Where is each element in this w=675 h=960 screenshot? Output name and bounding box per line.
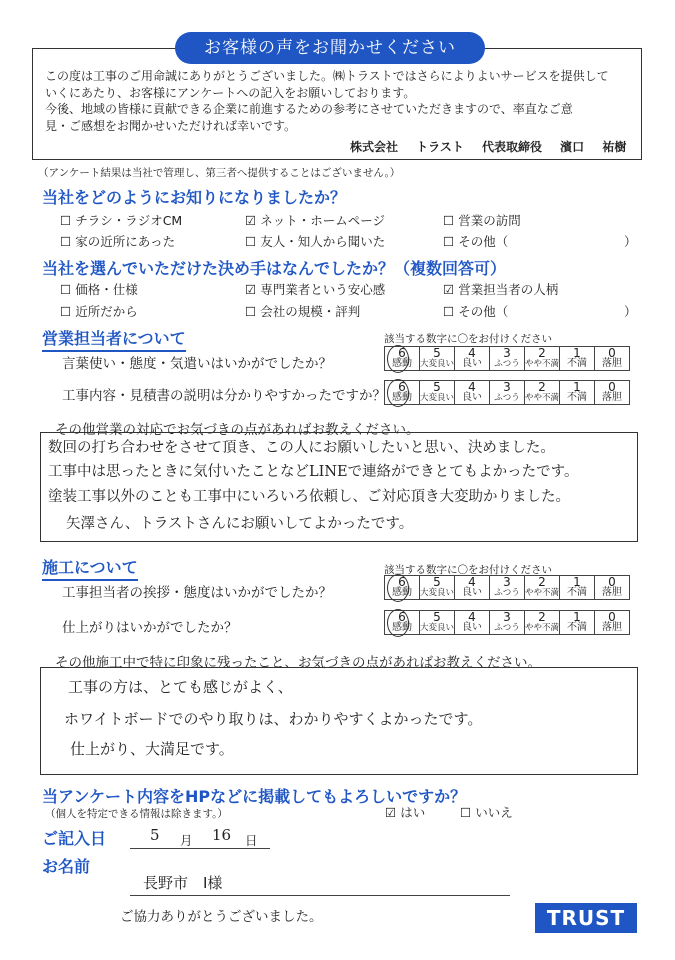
q1-option-flyer[interactable] <box>60 211 182 229</box>
day-unit: 日 <box>245 833 258 848</box>
rating-cell-4[interactable] <box>455 381 490 405</box>
rating-label: 感動 <box>392 622 412 633</box>
intro-line: 今後、地域の皆様に貢献できる企業に前進するための参考にさせていただきますので、率直なご意 <box>45 102 573 116</box>
rating-number: 5 <box>433 575 441 589</box>
rating-label: ふつう <box>494 588 520 598</box>
rating-number: 3 <box>503 380 511 394</box>
rating-label: 良い <box>462 587 482 598</box>
intro-line: 見・ご感想をお聞かせいただければ幸いです。 <box>45 118 297 133</box>
construction-comment-line: 仕上がり、大満足です。 <box>70 740 234 758</box>
trust-logo: TRUST <box>535 903 637 933</box>
q1-option-friend[interactable] <box>245 232 385 250</box>
selected-circle <box>387 574 409 602</box>
q2-option-nearby[interactable] <box>60 302 138 320</box>
checkbox-icon[interactable]: ☑ <box>443 282 455 297</box>
sales-title: 営業担当者について <box>42 326 186 352</box>
rating-cell-1[interactable] <box>560 611 595 635</box>
q1-option-visit[interactable] <box>443 211 521 229</box>
rating-cell-0[interactable] <box>595 611 630 635</box>
rating-number: 3 <box>503 346 511 360</box>
rating-label: 良い <box>462 392 482 403</box>
checkbox-icon[interactable]: ☑ <box>245 282 257 297</box>
rating-number: 5 <box>433 380 441 394</box>
rating-cell-4[interactable] <box>455 611 490 635</box>
rating-cell-2[interactable] <box>525 347 560 371</box>
sales-question-2: 工事内容・見積書の説明は分かりやすかったですか？ <box>62 388 386 404</box>
checkbox-icon[interactable]: ☐ <box>60 282 72 297</box>
rating-label: ふつう <box>494 623 520 633</box>
sales-comment-line: 数回の打ち合わせをさせて頂き、この人にお願いしたいと思い、決めました。 <box>48 440 555 456</box>
rating-label: 不満 <box>567 358 587 369</box>
q2-option-price[interactable] <box>60 280 138 298</box>
rating-label: 不満 <box>567 622 587 633</box>
option-label: 近所だから <box>75 304 138 319</box>
name-underline <box>130 895 510 896</box>
checkbox-icon[interactable]: ☐ <box>60 234 72 249</box>
date-label: ご記入日 <box>42 829 107 848</box>
rating-label: 良い <box>462 622 482 633</box>
q2-option-personality[interactable] <box>443 280 558 298</box>
rating-number: 2 <box>538 380 546 394</box>
q2-option-specialist[interactable] <box>245 280 385 298</box>
rating-cell-3[interactable] <box>490 611 525 635</box>
q1-option-nearby[interactable] <box>60 232 175 250</box>
option-label: いいえ <box>475 805 513 820</box>
rating-cell-5[interactable] <box>420 381 455 405</box>
q1-option-web[interactable] <box>245 211 385 229</box>
signature: 株式会社 トラスト 代表取締役 濱口 祐樹 <box>350 140 627 154</box>
selected-circle <box>387 379 409 407</box>
rating-number: 4 <box>468 575 476 589</box>
rating-cell-6[interactable] <box>385 347 420 371</box>
rating-label: 落胆 <box>602 622 622 633</box>
construction-question-1: 工事担当者の挨拶・態度はいかがでしたか？ <box>62 585 332 601</box>
rating-label: ふつう <box>494 393 520 403</box>
rating-cell-1[interactable] <box>560 381 595 405</box>
option-label: 友人・知人から聞いた <box>260 234 386 249</box>
rating-cell-0[interactable] <box>595 576 630 600</box>
checkbox-icon[interactable]: ☐ <box>443 213 455 228</box>
sales-comment-line: 工事中は思ったときに気付いたことなどLINEで連絡ができとてもよかったです。 <box>48 464 579 480</box>
rating-number: 1 <box>573 380 581 394</box>
rating-label: 感動 <box>392 358 412 369</box>
consent-no[interactable] <box>460 803 513 821</box>
intro-line: いくにあたり、お客様にアンケートへの記入をお願いしております。 <box>45 85 416 100</box>
rating-label: 大変良い <box>420 359 455 369</box>
checkbox-icon[interactable]: ☑ <box>245 213 257 228</box>
rating-number: 0 <box>608 575 616 589</box>
rating-label: 落胆 <box>602 358 622 369</box>
option-label: 営業の訪問 <box>458 213 521 228</box>
q2-option-reputation[interactable] <box>245 302 360 320</box>
rating-number: 6 <box>398 346 406 360</box>
rating-cell-6[interactable] <box>385 611 420 635</box>
rating-number: 3 <box>503 575 511 589</box>
checkbox-icon[interactable]: ☐ <box>460 805 472 820</box>
rating-label: 感動 <box>392 587 412 598</box>
rating-cell-4[interactable] <box>455 347 490 371</box>
rating-cell-6[interactable] <box>385 576 420 600</box>
rating-number: 0 <box>608 610 616 624</box>
sales-comment-line: 矢澤さん、トラストさんにお願いしてよかったです。 <box>66 516 414 532</box>
option-label: チラシ・ラジオCM <box>75 213 183 228</box>
construction-comment-prompt: その他施工中で特に印象に残ったこと、お気づきの点があればお教えください。 <box>55 655 541 671</box>
checkbox-icon[interactable]: ☐ <box>245 234 257 249</box>
rating-cell-5[interactable] <box>420 347 455 371</box>
checkbox-icon[interactable]: ☐ <box>443 304 455 319</box>
survey-title: お客様の声をお聞かせください <box>175 32 485 64</box>
option-label: はい <box>400 805 426 820</box>
sales-question-1: 言葉使い・態度・気遣いはいかがでしたか？ <box>62 356 332 372</box>
rating-number: 6 <box>398 610 406 624</box>
rating-number: 4 <box>468 380 476 394</box>
checkbox-icon[interactable]: ☑ <box>385 805 397 820</box>
rating-cell-2[interactable] <box>525 611 560 635</box>
rating-label: ふつう <box>494 359 520 369</box>
consent-yes[interactable] <box>385 803 425 821</box>
option-label: 家の近所にあった <box>75 234 176 249</box>
rating-cell-5[interactable] <box>420 611 455 635</box>
rating-number: 0 <box>608 380 616 394</box>
checkbox-icon[interactable]: ☐ <box>443 234 455 249</box>
rating-number: 1 <box>573 575 581 589</box>
rating-cell-5[interactable] <box>420 576 455 600</box>
rating-number: 2 <box>538 575 546 589</box>
name-label: お名前 <box>42 857 91 876</box>
close-paren: ） <box>624 234 637 249</box>
rating-cell-2[interactable] <box>525 381 560 405</box>
rating-label: 大変良い <box>420 588 455 598</box>
option-label: ネット・ホームページ <box>260 213 385 228</box>
rating-label: 感動 <box>392 392 412 403</box>
option-label: その他（ <box>458 304 509 319</box>
rating-number: 2 <box>538 610 546 624</box>
rating-cell-0[interactable] <box>595 381 630 405</box>
rating-cell-1[interactable] <box>560 347 595 371</box>
q2-title: 当社を選んでいただけた決め手はなんでしたか？（複数回答可） <box>42 259 507 278</box>
rating-number: 3 <box>503 610 511 624</box>
q1-title: 当社をどのようにお知りになりましたか？ <box>42 188 347 207</box>
rating-number: 6 <box>398 380 406 394</box>
rating-label: やや不満 <box>525 588 560 598</box>
checkbox-icon[interactable]: ☐ <box>60 304 72 319</box>
selected-circle <box>387 345 409 373</box>
construction-question-2: 仕上がりはいかがでしたか？ <box>62 620 238 636</box>
selected-circle <box>387 609 409 637</box>
option-label: 価格・仕様 <box>75 282 138 297</box>
consent-title: 当アンケート内容をHPなどに掲載してもよろしいですか？ <box>42 787 467 806</box>
construction-title: 施工について <box>42 555 138 581</box>
rating-cell-1[interactable] <box>560 576 595 600</box>
rating-label: やや不満 <box>525 393 560 403</box>
rating-cell-3[interactable] <box>490 381 525 405</box>
rating-header: 該当する数字に〇をお付けください <box>384 333 552 345</box>
rating-label: 不満 <box>567 392 587 403</box>
checkbox-icon[interactable]: ☐ <box>60 213 72 228</box>
rating-number: 4 <box>468 346 476 360</box>
rating-cell-3[interactable] <box>490 576 525 600</box>
month-unit: 月 <box>180 833 193 848</box>
thanks-text: ご協力ありがとうございました。 <box>120 909 323 925</box>
sales-comment-prompt: その他営業の対応でお気づきの点があればお教えください。 <box>55 422 420 438</box>
rating-number: 2 <box>538 346 546 360</box>
construction-comment-line: 工事の方は、とても感じがよく、 <box>68 678 293 696</box>
sales-rating-table-1 <box>384 346 630 371</box>
intro-text <box>45 68 630 134</box>
consent-note: （個人を特定できる情報は除きます。） <box>45 808 228 820</box>
rating-cell-2[interactable] <box>525 576 560 600</box>
rating-cell-6[interactable] <box>385 381 420 405</box>
q2-option-other[interactable] <box>443 302 508 320</box>
checkbox-icon[interactable]: ☐ <box>245 304 257 319</box>
rating-label: やや不満 <box>525 359 560 369</box>
sales-rating-table-2 <box>384 380 630 405</box>
rating-number: 1 <box>573 610 581 624</box>
option-label: 営業担当者の人柄 <box>458 282 559 297</box>
rating-number: 0 <box>608 346 616 360</box>
rating-header: 該当する数字に〇をお付けください <box>384 564 552 576</box>
construction-rating-table-1 <box>384 575 630 600</box>
intro-line: この度は工事のご用命誠にありがとうございました。㈱トラストではさらによりよいサービスを提供して <box>45 69 609 83</box>
construction-comment-line: ホワイトボードでのやり取りは、わかりやすくよかったです。 <box>64 710 483 728</box>
option-label: その他（ <box>458 234 509 249</box>
rating-label: 不満 <box>567 587 587 598</box>
rating-number: 1 <box>573 346 581 360</box>
close-paren: ） <box>624 304 637 319</box>
option-label: 会社の規模・評判 <box>260 304 361 319</box>
rating-label: 落胆 <box>602 392 622 403</box>
rating-number: 4 <box>468 610 476 624</box>
construction-rating-table-2 <box>384 610 630 635</box>
option-label: 専門業者という安心感 <box>260 282 386 297</box>
sales-comment-line: 塗装工事以外のことも工事中にいろいろ依頼し、ご対応頂き大変助かりました。 <box>48 489 570 505</box>
privacy-note: （アンケート結果は当社で管理し、第三者へ提供することはございません。） <box>38 167 401 179</box>
date-month[interactable]: 5 <box>150 826 160 844</box>
rating-label: やや不満 <box>525 623 560 633</box>
rating-number: 6 <box>398 575 406 589</box>
rating-cell-3[interactable] <box>490 347 525 371</box>
rating-label: 良い <box>462 358 482 369</box>
rating-number: 5 <box>433 346 441 360</box>
rating-label: 大変良い <box>420 623 455 633</box>
rating-number: 5 <box>433 610 441 624</box>
rating-cell-4[interactable] <box>455 576 490 600</box>
rating-cell-0[interactable] <box>595 347 630 371</box>
q1-option-other[interactable] <box>443 232 508 250</box>
rating-label: 大変良い <box>420 393 455 403</box>
date-day[interactable]: 16 <box>212 826 232 844</box>
name-value[interactable]: 長野市 I様 <box>143 874 223 892</box>
rating-label: 落胆 <box>602 587 622 598</box>
